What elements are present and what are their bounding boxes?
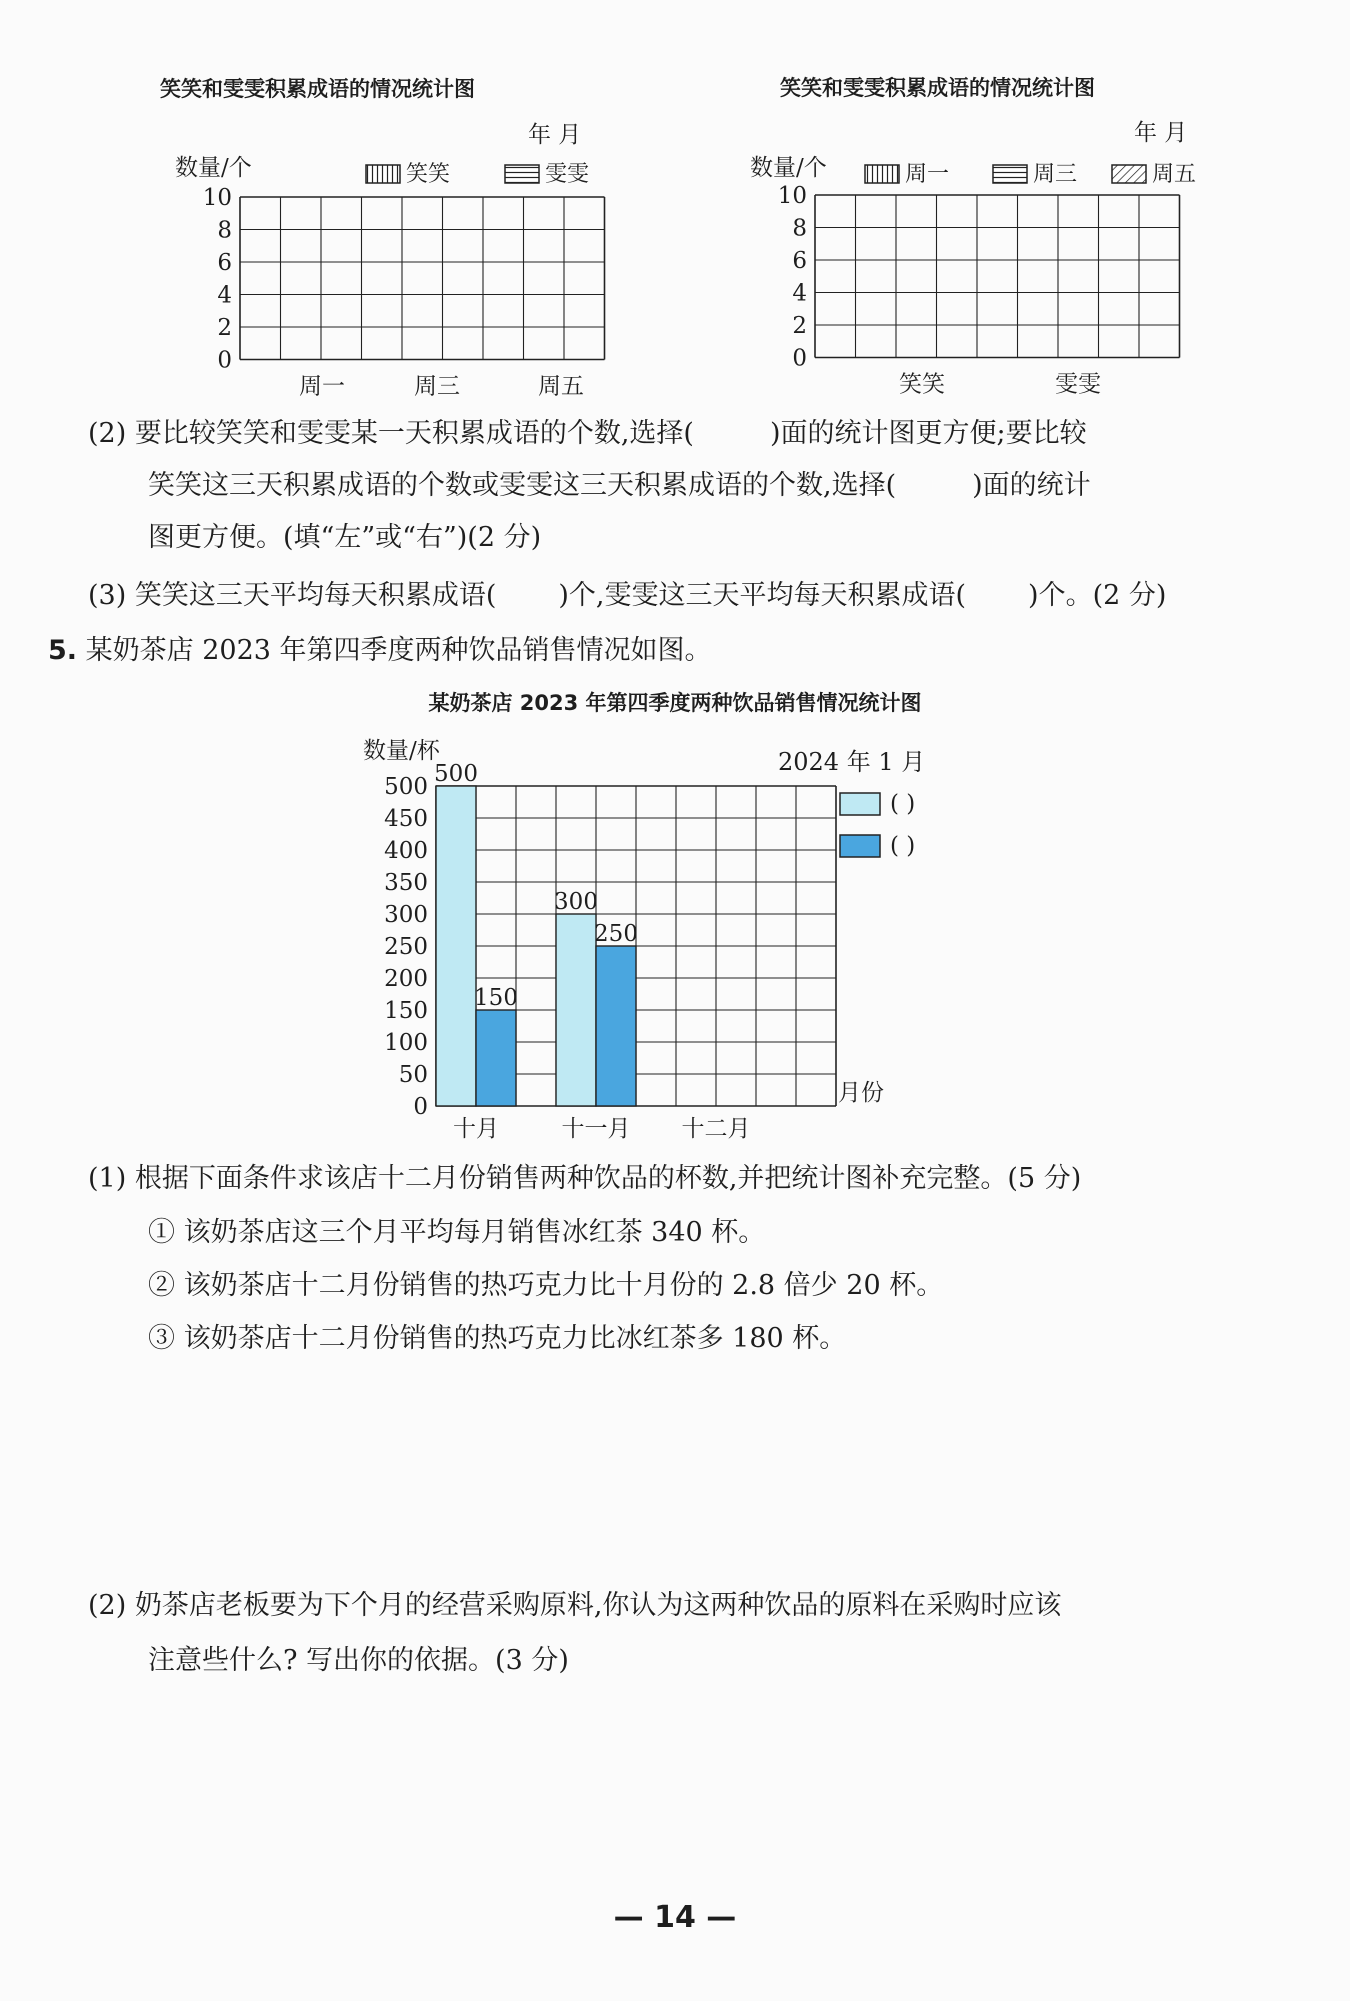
y-tick-label: 450 xyxy=(384,806,428,832)
x-category-label: 周五 xyxy=(538,373,584,400)
y-tick-label: 4 xyxy=(217,282,232,309)
legend-label-wed: 周三 xyxy=(1033,162,1078,187)
y-tick-label: 200 xyxy=(384,966,428,992)
y-tick-label: 0 xyxy=(792,345,807,372)
legend-label-mon: 周一 xyxy=(905,162,950,187)
y-tick-label: 8 xyxy=(792,215,807,242)
x-categories xyxy=(453,1116,751,1142)
y-tick-label: 250 xyxy=(384,934,428,960)
y-tick-label: 0 xyxy=(413,1094,428,1120)
part-1-title: (1) 根据下面条件求该店十二月份销售两种饮品的杯数,并把统计图补充完整。(5 分) xyxy=(88,1163,1082,1194)
x-category-label: 雯雯 xyxy=(1055,371,1101,398)
part-2-line-1: (2) 奶茶店老板要为下个月的经营采购原料,你认为这两种饮品的原料在采购时应该 xyxy=(88,1590,1062,1621)
x-category-label: 周一 xyxy=(299,373,345,400)
problem-5-heading: 5. 某奶茶店 2023 年第四季度两种饮品销售情况如图。 xyxy=(48,635,712,666)
condition-3: ③ 该奶茶店十二月份销售的热巧克力比冰红茶多 180 杯。 xyxy=(148,1323,847,1354)
y-ticks xyxy=(384,774,428,1120)
legend-swatch-series-1 xyxy=(840,793,880,815)
chart-date: 2024 年 1 月 xyxy=(778,748,926,776)
bar xyxy=(436,786,476,1106)
y-tick-label: 2 xyxy=(217,315,232,341)
bar-value-label: 150 xyxy=(474,985,518,1011)
y-axis-label: 数量/个 xyxy=(750,155,827,181)
bars xyxy=(434,761,638,1106)
y-tick-label: 300 xyxy=(384,902,428,928)
legend-swatch-series-2 xyxy=(840,835,880,857)
y-tick-label: 100 xyxy=(384,1030,428,1056)
legend-label-wenwen: 雯雯 xyxy=(545,162,590,187)
question-2-line-3: 图更方便。(填“左”或“右”)(2 分) xyxy=(148,522,542,553)
condition-2: ② 该奶茶店十二月份销售的热巧克力比十月份的 2.8 倍少 20 杯。 xyxy=(148,1270,944,1301)
chart-title: 笑笑和雯雯积累成语的情况统计图 xyxy=(160,77,475,101)
y-axis-label: 数量/个 xyxy=(175,155,252,181)
condition-1: ① 该奶茶店这三个月平均每月销售冰红茶 340 杯。 xyxy=(148,1217,766,1248)
y-tick-label: 10 xyxy=(777,183,807,209)
y-tick-label: 0 xyxy=(217,347,232,374)
x-category-label: 十一月 xyxy=(561,1116,631,1142)
legend-label-series-2: ( ) xyxy=(890,833,916,859)
y-tick-label: 6 xyxy=(792,248,807,274)
question-2-line-2: 笑笑这三天积累成语的个数或雯雯这三天积累成语的个数,选择( )面的统计 xyxy=(148,470,1091,501)
bar xyxy=(556,914,596,1106)
y-tick-label: 350 xyxy=(384,870,428,896)
y-tick-label: 6 xyxy=(217,250,232,276)
y-axis-label: 数量/杯 xyxy=(363,738,440,764)
y-tick-label: 10 xyxy=(202,185,232,211)
legend-label-xiaoxiao: 笑笑 xyxy=(406,162,451,187)
x-category-label: 笑笑 xyxy=(899,371,945,398)
y-tick-label: 500 xyxy=(384,774,428,800)
chart-title: 某奶茶店 2023 年第四季度两种饮品销售情况统计图 xyxy=(428,691,922,715)
x-axis-label: 月份 xyxy=(838,1080,884,1106)
bar xyxy=(476,1010,516,1106)
legend-label-fri: 周五 xyxy=(1152,162,1197,187)
question-2-line-1: (2) 要比较笑笑和雯雯某一天积累成语的个数,选择( )面的统计图更方便;要比较 xyxy=(88,418,1087,449)
y-tick-label: 50 xyxy=(398,1062,428,1088)
x-category-label: 十月 xyxy=(453,1116,499,1142)
chart-date: 年 月 xyxy=(528,122,582,148)
bar-value-label: 500 xyxy=(434,761,478,787)
chart-date: 年 月 xyxy=(1134,120,1188,146)
bar-value-label: 250 xyxy=(594,921,638,947)
page-number: — 14 — xyxy=(613,1900,737,1935)
y-tick-label: 150 xyxy=(384,998,428,1024)
x-category-label: 周三 xyxy=(414,373,460,400)
chart-title: 笑笑和雯雯积累成语的情况统计图 xyxy=(780,76,1095,100)
y-tick-label: 4 xyxy=(792,280,807,307)
legend-label-series-1: ( ) xyxy=(890,791,916,817)
question-3: (3) 笑笑这三天平均每天积累成语( )个,雯雯这三天平均每天积累成语( )个。(2 分) xyxy=(88,580,1167,611)
y-tick-label: 400 xyxy=(384,838,428,864)
bar xyxy=(596,946,636,1106)
part-2-line-2: 注意些什么? 写出你的依据。(3 分) xyxy=(148,1645,569,1676)
x-category-label: 十二月 xyxy=(681,1116,751,1142)
y-tick-label: 2 xyxy=(792,313,807,339)
bar-value-label: 300 xyxy=(554,889,598,915)
y-tick-label: 8 xyxy=(217,217,232,244)
